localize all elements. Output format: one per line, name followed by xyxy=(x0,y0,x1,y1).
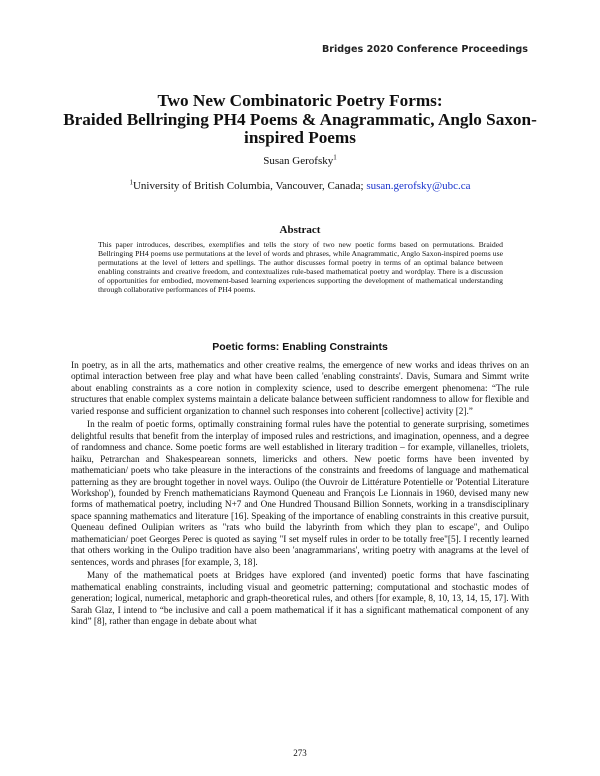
page-number: 273 xyxy=(293,748,307,758)
author-affiliation-mark: 1 xyxy=(333,153,337,162)
title-line-3: inspired Poems xyxy=(244,128,356,147)
paper-title xyxy=(60,92,540,148)
body-text xyxy=(71,361,529,630)
affiliation-line xyxy=(0,180,600,192)
abstract-heading: Abstract xyxy=(279,224,321,236)
body-paragraph-1: In poetry, as in all the arts, mathematics and other creative realms, the emergence of new works and ideas thrives on an optimal interaction between free play and what have been called 'enabling constraints'. Davis, Sumara and Simmt write about enabling constraints as a core notion in complexity science, used to describe emergent phenomena: “The rule structures that enable complex systems maintain a delicate balance between sufficient randomness to allow for flexible and varied response and sufficient organization to channel such responses into coherent [collective] activity [2].” xyxy=(71,361,529,417)
author-name: Susan Gerofsky xyxy=(263,155,334,167)
title-line-2: Braided Bellringing PH4 Poems & Anagrammatic, Anglo Saxon- xyxy=(63,109,537,129)
author-line xyxy=(0,155,600,167)
section-heading: Poetic forms: Enabling Constraints xyxy=(212,341,388,353)
running-header: Bridges 2020 Conference Proceedings xyxy=(321,44,528,55)
body-paragraph-3: Many of the mathematical poets at Bridges have explored (and invented) poetic forms that have fascinating mathematical enabling constraints, including visual and geometric patterning; computational and stochastic modes of generation; logical, numerical, metaphoric and graph-theoretical rules, and others [for example, 8, 10, 13, 14, 15, 17]. With Sarah Glaz, I intend to “be inclusive and call a poem mathematical if it has a significant mathematical component of any kind” [8], rather than engage in debate about what xyxy=(71,571,529,627)
abstract-text: This paper introduces, describes, exemplifies and tells the story of two new poetic forms based on permutations. Braided Bellringing PH4 poems use permutations at the level of words and phrases, while Anagrammatic, Anglo Saxon-inspired poems use permutations at the level of letters and spellings. The author discusses formal poetry in terms of an optimal balance between enabling constraints and creative freedom, and contextualizes rule-based mathematical poetry and wordplay. There is a discussion of opportunities for embodied, movement-based learning experiences supporting the development of mathematical understanding through collaborative performances of PH4 poems. xyxy=(98,240,503,294)
author-email-link[interactable]: susan.gerofsky@ubc.ca xyxy=(366,180,471,192)
body-paragraph-2: In the realm of poetic forms, optimally constraining formal rules have the potential to generate surprising, sometimes delightful results that benefit from the interplay of imposed rules and restrictions, and imagination, openness, and a degree of randomness and chance. Some poetic forms are well established in literary tradition – for example, villanelles, triolets, haiku, Petrarchan and Shakespearean sonnets, limericks and others. New poetic forms have been invented by mathematician/ poets who take pleasure in the interactions of the constraints and freedoms of language and mathematical patterning as they are brought together in novel ways. Oulipo (the Ouvroir de Littérature Potentielle or 'Potential Literature Workshop'), founded by French mathematicians Raymond Queneau and François Le Lionnais in 1960, devised many new forms of mathematical poetry, including N+7 and One Hundred Thousand Billion Sonnets, working in a transdisciplinary space spanning mathematics and literature [16]. Speaking of the importance of enabling constraints in this creative pursuit, Queneau defined Oulipian writers as "rats who build the labyrinth from which they plan to escape", and Oulipo mathematician/ poet Georges Perec is quoted as saying "I set myself rules in order to be totally free"[5]. I recently learned that others working in the Oulipo tradition have also been 'anagrammarians', writing poetry with anagrams at the level of sentences, words and phrases [for example, 3, 18]. xyxy=(71,420,529,568)
title-line-1: Two New Combinatoric Poetry Forms: xyxy=(157,91,443,110)
affiliation-mark: 1 xyxy=(129,178,133,187)
affiliation-text: University of British Columbia, Vancouver, Canada; xyxy=(132,180,367,192)
